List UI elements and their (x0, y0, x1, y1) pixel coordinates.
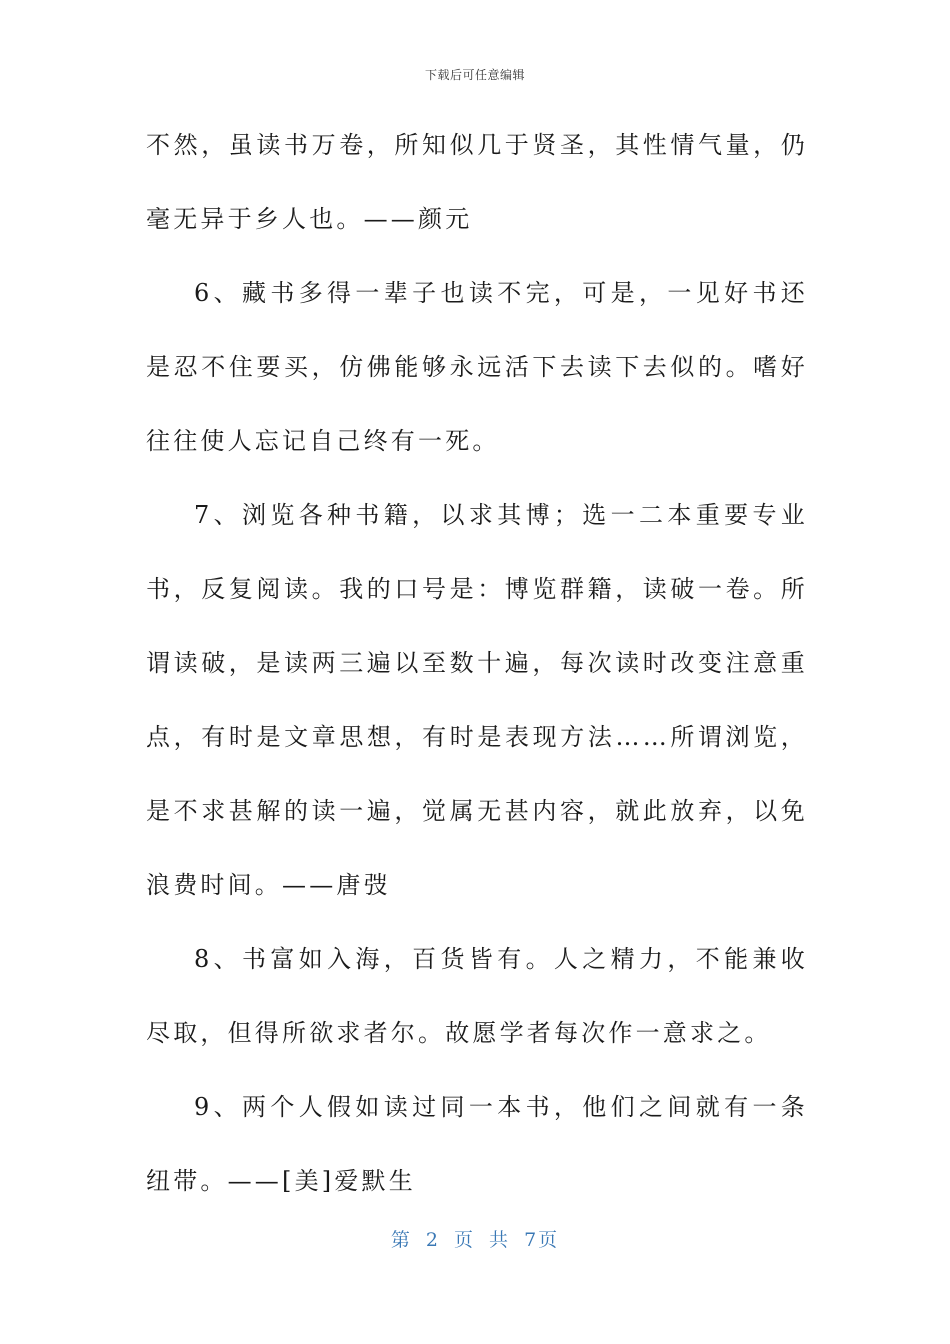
paragraph-8: 8、书富如入海，百货皆有。人之精力，不能兼收尽取，但得所欲求者尔。故愿学者每次作一意求之。 (146, 945, 808, 1047)
page-number-footer: 第 2 页 共 7页 (390, 1229, 560, 1251)
paragraph-9: 9、两个人假如读过同一本书，他们之间就有一条纽带。——[美]爱默生 (146, 1093, 808, 1195)
paragraph-7: 7、浏览各种书籍，以求其博；选一二本重要专业书，反复阅读。我的口号是：博览群籍，读破一卷。所谓读破，是读两三遍以至数十遍，每次读时改变注意重点，有时是文章思想，有时是表现方法……所谓浏览，是不求甚解的读一遍，觉属无甚内容，就此放弃，以免浪费时间。——唐弢 (146, 501, 808, 899)
document-body (146, 108, 808, 1218)
page-header: 下载后可任意编辑 (424, 68, 525, 82)
paragraph-6: 6、藏书多得一辈子也读不完，可是，一见好书还是忍不住要买，仿佛能够永远活下去读下去似的。嗜好往往使人忘记自己终有一死。 (146, 279, 808, 455)
paragraph-continuation: 不然，虽读书万卷，所知似几于贤圣，其性情气量，仍毫无异于乡人也。——颜元 (146, 131, 808, 233)
